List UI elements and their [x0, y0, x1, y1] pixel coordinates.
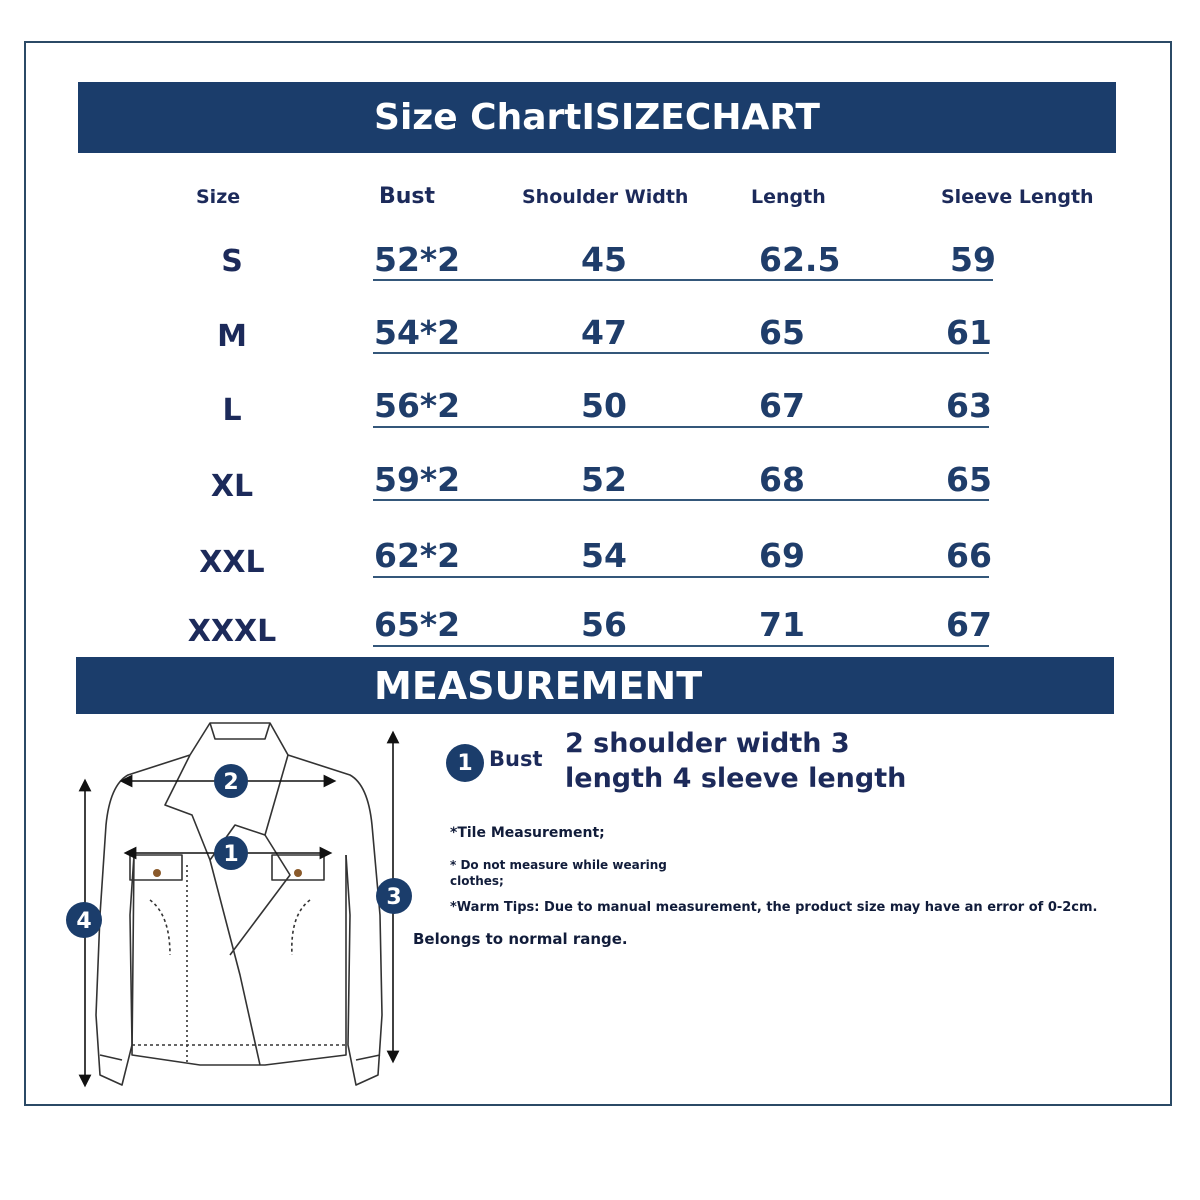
- length-value: 62.5: [759, 240, 841, 279]
- row-divider: [373, 352, 989, 354]
- marker-3-label: 3: [386, 885, 402, 910]
- marker-1-label: 1: [223, 842, 239, 867]
- bust-value: 56*2: [374, 386, 461, 425]
- bust-value: 59*2: [374, 460, 461, 499]
- measurement-title: MEASUREMENT: [76, 657, 1114, 714]
- length-value: 65: [759, 313, 805, 352]
- shoulder-value: 50: [581, 386, 627, 425]
- sleeve-value: 66: [946, 536, 992, 575]
- header-shoulder-width: Shoulder Width: [522, 186, 689, 208]
- length-value: 68: [759, 460, 805, 499]
- row-divider: [373, 499, 989, 501]
- sleeve-value: 59: [950, 240, 996, 279]
- length-value: 69: [759, 536, 805, 575]
- sleeve-value: 65: [946, 460, 992, 499]
- size-label: S: [221, 244, 243, 279]
- shoulder-value: 54: [581, 536, 627, 575]
- header-length: Length: [751, 186, 826, 208]
- size-label: M: [217, 319, 247, 354]
- size-chart-title: Size ChartISIZECHART: [78, 82, 1116, 153]
- legend-line-1: 2 shoulder width 3: [565, 728, 850, 759]
- bust-value: 65*2: [374, 605, 461, 644]
- note-normal-range: Belongs to normal range.: [413, 930, 628, 948]
- header-bust: Bust: [379, 184, 436, 209]
- row-divider: [373, 645, 989, 647]
- size-label: L: [222, 393, 242, 428]
- legend-bust-label: Bust: [489, 747, 543, 771]
- shoulder-value: 52: [581, 460, 627, 499]
- shoulder-value: 45: [581, 240, 627, 279]
- note-do-not-measure: * Do not measure while wearing: [450, 858, 667, 872]
- note-warm-tips: *Warm Tips: Due to manual measurement, the product size may have an error of 0-2cm.: [450, 900, 1098, 915]
- row-divider: [373, 426, 989, 428]
- sleeve-value: 67: [946, 605, 992, 644]
- shoulder-value: 47: [581, 313, 627, 352]
- size-label: XXXL: [187, 614, 277, 649]
- pocket-button: [153, 869, 161, 877]
- sleeve-value: 63: [946, 386, 992, 425]
- bust-value: 52*2: [374, 240, 461, 279]
- size-label: XL: [210, 469, 254, 504]
- bust-value: 54*2: [374, 313, 461, 352]
- marker-2-label: 2: [223, 770, 239, 795]
- size-label: XXL: [199, 545, 265, 580]
- row-divider: [373, 279, 993, 281]
- header-sleeve-length: Sleeve Length: [941, 186, 1094, 208]
- marker-4-label: 4: [76, 909, 92, 934]
- length-value: 67: [759, 386, 805, 425]
- note-tile-measurement: *Tile Measurement;: [450, 825, 605, 841]
- legend-badge-1: 1: [446, 744, 484, 782]
- header-size: Size: [196, 186, 241, 208]
- note-clothes: clothes;: [450, 874, 504, 888]
- shoulder-value: 56: [581, 605, 627, 644]
- bust-value: 62*2: [374, 536, 461, 575]
- sleeve-value: 61: [946, 313, 992, 352]
- legend-line-2: length 4 sleeve length: [565, 763, 907, 794]
- pocket-button: [294, 869, 302, 877]
- row-divider: [373, 576, 989, 578]
- jacket-diagram: [60, 715, 420, 1105]
- length-value: 71: [759, 605, 805, 644]
